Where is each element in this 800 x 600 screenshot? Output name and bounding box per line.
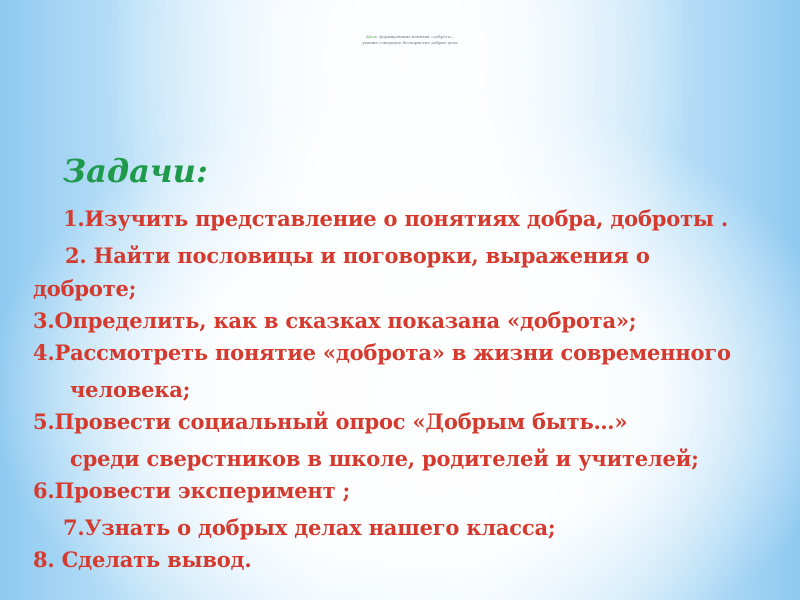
task-line: 5.Провести социальный опрос «Добрым быть…» [33,409,628,434]
goal-label: Цель: [366,34,379,39]
task-line: 3.Определить, как в сказках показана «доброта»; [33,308,637,333]
goal-line-1-text: формирование понятия «доброта», [379,34,454,39]
goal-text [300,34,520,46]
task-line: 2. Найти пословицы и поговорки, выражения о [65,243,650,268]
task-line: 8. Сделать вывод. [33,547,252,572]
task-line: среди сверстников в школе, родителей и учителей; [70,446,699,471]
tasks-heading: Задачи: [63,152,208,190]
task-line: 6.Провести эксперимент ; [33,478,351,503]
task-line: человека; [70,377,191,402]
task-line: 7.Узнать о добрых делах нашего класса; [63,515,556,540]
task-line: 1.Изучить представление о понятиях добра, доброты . [63,206,728,231]
goal-line-2: умение совершать бескорыстно добрые дела [362,40,458,45]
task-line: доброте; [33,276,137,301]
task-line: 4.Рассмотреть понятие «доброта» в жизни современного [33,340,731,365]
